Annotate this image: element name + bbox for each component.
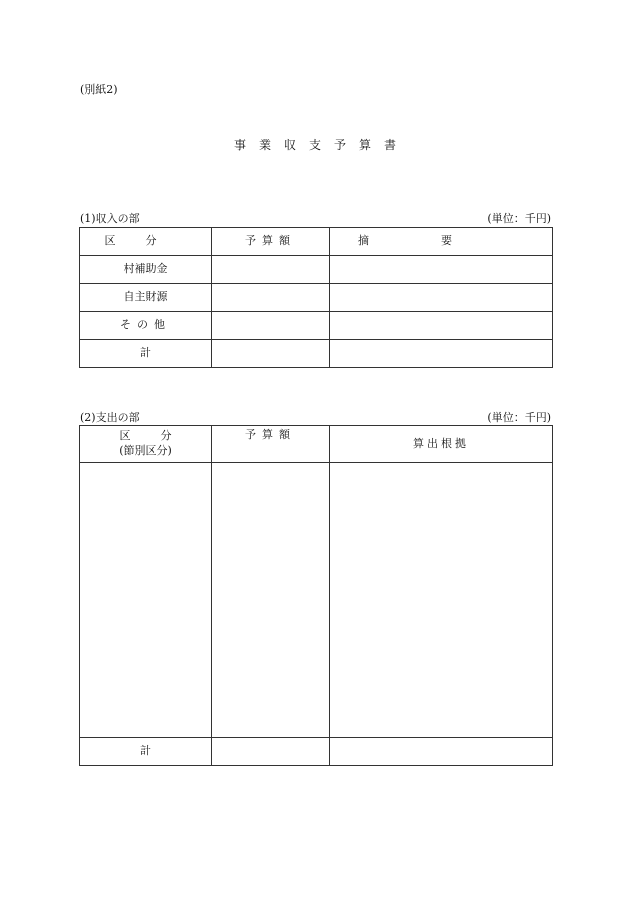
expense-total-row	[80, 738, 553, 766]
income-header-row	[80, 228, 553, 256]
income-row-budget	[212, 312, 330, 340]
expense-header-budget: 予算額	[212, 426, 330, 463]
income-table	[79, 227, 553, 368]
expense-total-label: 計	[80, 738, 212, 766]
expense-table	[79, 425, 553, 766]
income-row-own-funds	[80, 284, 553, 312]
income-row-budget	[212, 256, 330, 284]
expense-header-basis: 算出根拠	[330, 426, 553, 463]
income-section-label: (1)収入の部	[80, 212, 140, 225]
income-row-summary	[330, 284, 553, 312]
expense-total-basis	[330, 738, 553, 766]
income-total-summary	[330, 340, 553, 368]
income-row-summary	[330, 312, 553, 340]
annex-label: (別紙2)	[80, 83, 118, 96]
income-header-summary: 摘要	[330, 228, 553, 256]
expense-body-basis	[330, 463, 553, 738]
income-row-other	[80, 312, 553, 340]
income-row-village-subsidy	[80, 256, 553, 284]
expense-total-budget	[212, 738, 330, 766]
expense-body-budget	[212, 463, 330, 738]
expense-header-category: 区分 (節別区分)	[80, 426, 212, 463]
income-header-category: 区分	[80, 228, 212, 256]
income-total-budget	[212, 340, 330, 368]
income-row-budget	[212, 284, 330, 312]
income-row-summary	[330, 256, 553, 284]
expense-unit-label: (単位：千円)	[487, 411, 551, 424]
expense-body-category	[80, 463, 212, 738]
expense-body-row	[80, 463, 553, 738]
income-row-total	[80, 340, 553, 368]
expense-section-label: (2)支出の部	[80, 411, 140, 424]
expense-header-row	[80, 426, 553, 463]
document-title: 事業収支予算書	[233, 138, 409, 152]
income-unit-label: (単位：千円)	[487, 212, 551, 225]
income-row-category: 自主財源	[80, 284, 212, 312]
income-row-category: 村補助金	[80, 256, 212, 284]
income-header-budget: 予算額	[212, 228, 330, 256]
expense-header-category-sub: (節別区分)	[119, 444, 172, 457]
income-total-label: 計	[80, 340, 212, 368]
income-row-category: その他	[80, 312, 212, 340]
